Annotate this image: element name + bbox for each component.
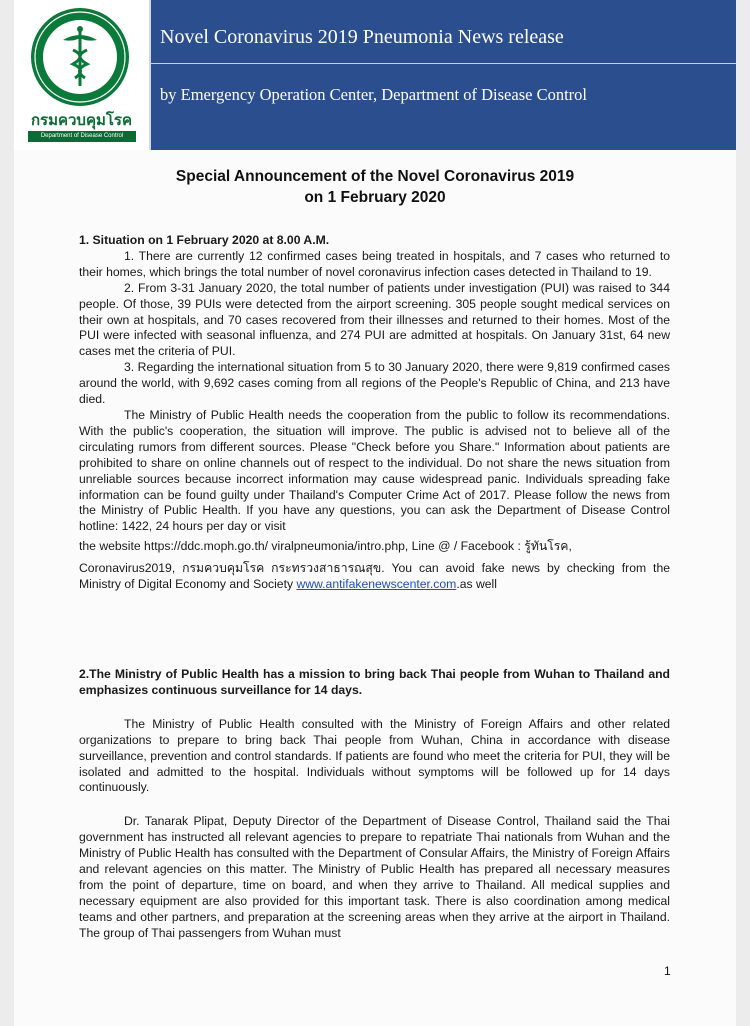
section-2 bbox=[79, 667, 670, 942]
announcement-title-line1: Special Announcement of the Novel Coronavirus 2019 bbox=[175, 168, 575, 185]
logo-wordmark: กรมควบคุมโรค bbox=[30, 111, 133, 129]
page-number: 1 bbox=[664, 964, 671, 978]
paragraph: 3. Regarding the international situation from 5 to 30 January 2020, there were 9,819 confirmed cases around the world, with 9,692 cases coming from all regions of the People's Republic of China, and 213 have died. bbox=[79, 360, 670, 407]
website-line: the website https://ddc.moph.go.th/ viralpneumonia/intro.php, Line @ / Facebook : รู้ทันโรค, bbox=[79, 539, 572, 554]
paragraph: 1. There are currently 12 confirmed cases being treated in hospitals, and 7 cases who returned to their homes, which brings the total number of novel coronavirus infection cases detected in Thailand to 19. bbox=[79, 248, 670, 279]
header-title: Novel Coronavirus 2019 Pneumonia News release bbox=[160, 26, 564, 48]
ministry-logo bbox=[14, 0, 149, 150]
paragraph-text: Coronavirus2019, กรมควบคุมโรค กระทรวงสาธารณสุข. You can avoid fake news by checking from the Ministry of Digital Economy and Society bbox=[79, 561, 670, 592]
paragraph-continued bbox=[79, 561, 670, 593]
document-page bbox=[14, 0, 736, 1026]
section-1 bbox=[79, 233, 670, 593]
logo-seal bbox=[31, 8, 129, 106]
antifakenews-link[interactable]: www.antifakenewscenter.com bbox=[296, 577, 457, 592]
announcement-title-line2: on 1 February 2020 bbox=[304, 189, 446, 206]
paragraph-end: .as well bbox=[456, 577, 497, 592]
caduceus-icon bbox=[31, 8, 129, 106]
header-subtitle: by Emergency Operation Center, Department of Disease Control bbox=[160, 85, 587, 104]
paragraph: 2. From 3-31 January 2020, the total number of patients under investigation (PUI) was raised to 344 people. Of those, 39 PUIs were detected from the airport screening. 305 people sought medical services on their own at hospitals, and 70 cases recovered from their illnesses and returned to their homes. Most of the PUI were infected with seasonal influenza, and 274 PUI are admitted at hospitals. On January 31st, 64 new cases met the criteria of PUI. bbox=[79, 280, 670, 359]
section-2-heading: 2.The Ministry of Public Health has a mission to bring back Thai people from Wuhan to Thailand and emphasizes continuous surveillance for 14 days. bbox=[79, 667, 670, 697]
logo-subtitle: Department of Disease Control bbox=[28, 131, 136, 142]
header-banner bbox=[14, 0, 736, 150]
section-1-heading: 1. Situation on 1 February 2020 at 8.00 A.M. bbox=[79, 233, 330, 247]
header-divider bbox=[149, 0, 151, 150]
paragraph: Dr. Tanarak Plipat, Deputy Director of the Department of Disease Control, Thailand said the Thai government has instructed all relevant agencies to prepare to repatriate Thai nationals from Wuhan and the Ministry of Public Health has consulted with the Department of Consular Affairs, the Ministry of Foreign Affairs and relevant agencies on this matter. The Ministry of Public Health has prepared all necessary measures from the point of departure, time on board, and when they arrive to Thailand. All medical supplies and necessary equipment are also provided for this important task. There is also coordination among medical teams and other partners, and preparation at the screening areas when they arrive at the airport in Thailand. The group of Thai passengers from Wuhan must bbox=[79, 814, 670, 940]
paragraph: The Ministry of Public Health consulted with the Ministry of Foreign Affairs and other related organizations to prepare to bring back Thai people from Wuhan, China in accordance with disease surveillance, prevention and control standards. If patients are found who meet the criteria for PUI, they will be isolated and admitted to the hospital. Individuals without symptoms will be followed up for 14 days continuously. bbox=[79, 716, 670, 795]
paragraph: The Ministry of Public Health needs the cooperation from the public to follow its recommendations. With the public's cooperation, the situation will improve. The public is advised not to believe all of the circulating rumors from different sources. Please "Check before you Share." Information about patients are prohibited to share on online channels out of respect to the individual. Do not share the news situation from unreliable sources because incorrect information may cause widespread panic. Individuals spreading fake information can be found guilty under Thailand's Computer Crime Act of 2017. Please follow the news from the Ministry of Public Health. If you have any questions, you can ask the Department of Disease Control hotline: 1422, 24 hours per day or visit bbox=[79, 407, 670, 534]
header-rule bbox=[150, 63, 736, 64]
